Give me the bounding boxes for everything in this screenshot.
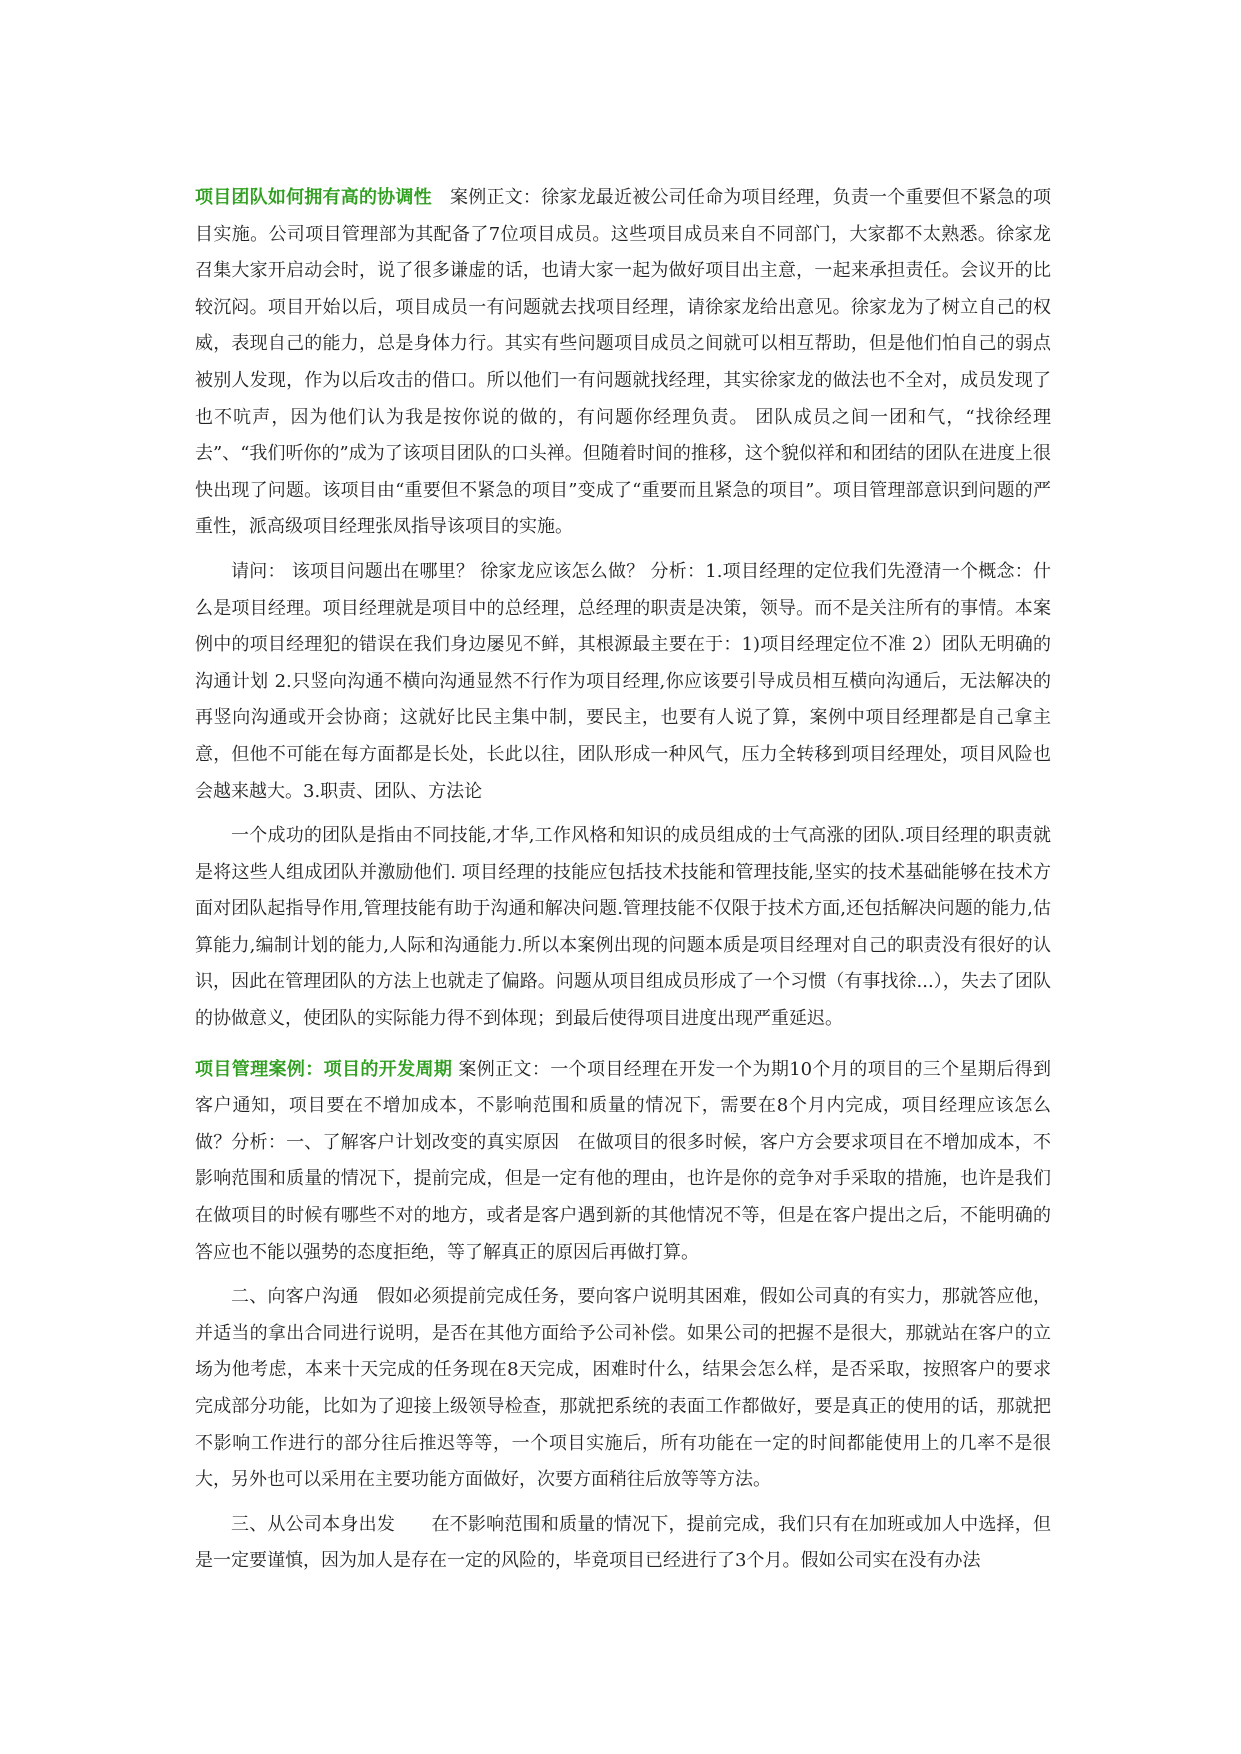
section-1-paragraph-2: 请问： 该项目问题出在哪里？ 徐家龙应该怎么做？ 分析：1.项目经理的定位我们先澄清一个概念：什么是项目经理。项目经理就是项目中的总经理，总经理的职责是决策，领导。而不是关注所有的事情。本案例中的项目经理犯的错误在我们身边屡见不鲜，其根源最主要在于：1)项目经理定位不准 2）团队无明确的沟通计划 2.只竖向沟通不横向沟通显然不行作为项目经理,你应该要引导成员相互横向沟通后，无法解决的再竖向沟通或开会协商；这就好比民主集中制，要民主，也要有人说了算，案例中项目经理都是自己拿主意，但他不可能在每方面都是长处，长此以往，团队形成一种风气，压力全转移到项目经理处，项目风险也会越来越大。3.职责、团队、方法论 [195, 560, 1051, 802]
section-1-paragraph-1-text: 案例正文：徐家龙最近被公司任命为项目经理，负责一个重要但不紧急的项目实施。公司项目管理部为其配备了7位项目成员。这些项目成员来自不同部门，大家都不太熟悉。徐家龙召集大家开启动会时，说了很多谦虚的话，也请大家一起为做好项目出主意，一起来承担责任。会议开的比较沉闷。项目开始以后，项目成员一有问题就去找项目经理，请徐家龙给出意见。徐家龙为了树立自己的权威，表现自己的能力，总是身体力行。其实有些问题项目成员之间就可以相互帮助，但是他们怕自己的弱点被别人发现，作为以后攻击的借口。所以他们一有问题就找经理，其实徐家龙的做法也不全对，成员发现了也不吭声，因为他们认为我是按你说的做的，有问题你经理负责。 团队成员之间一团和气，“找徐经理去”、“我们听你的”成为了该项目团队的口头禅。但随着时间的推移，这个貌似祥和和团结的团队在进度上很快出现了问题。该项目由“重要但不紧急的项目”变成了“重要而且紧急的项目”。项目管理部意识到问题的严重性，派高级项目经理张凤指导该项目的实施。 [195, 187, 1051, 538]
section-2-paragraph-2: 二、向客户沟通 假如必须提前完成任务，要向客户说明其困难，假如公司真的有实力，那就答应他，并适当的拿出合同进行说明，是否在其他方面给予公司补偿。如果公司的把握不是很大，那就站在客户的立场为他考虑，本来十天完成的任务现在8天完成，困难时什么，结果会怎么样，是否采取，按照客户的要求完成部分功能，比如为了迎接上级领导检查，那就把系统的表面工作都做好，要是真正的使用的话，那就把不影响工作进行的部分往后推迟等等，一个项目实施后，所有功能在一定的时间都能使用上的几率不是很大，另外也可以采用在主要功能方面做好，次要方面稍往后放等等方法。 [195, 1286, 1051, 1491]
section-1-title: 项目团队如何拥有高的协调性 [195, 187, 432, 208]
section-2-paragraph-1-text: 案例正文：一个项目经理在开发一个为期10个月的项目的三个星期后得到客户通知，项目要在不增加成本，不影响范围和质量的情况下，需要在8个月内完成，项目经理应该怎么做？分析：一、了解客户计划改变的真实原因 在做项目的很多时候，客户方会要求项目在不增加成本，不影响范围和质量的情况下，提前完成，但是一定有他的理由，也许是你的竞争对手采取的措施，也许是我们在做项目的时候有哪些不对的地方，或者是客户遇到新的其他情况不等，但是在客户提出之后，不能明确的答应也不能以强势的态度拒绝，等了解真正的原因后再做打算。 [195, 1058, 1052, 1263]
section-2-title: 项目管理案例：项目的开发周期 [195, 1058, 453, 1080]
document-body [195, 180, 1051, 1588]
section-1-paragraph-3: 一个成功的团队是指由不同技能,才华,工作风格和知识的成员组成的士气高涨的团队.项目经理的职责就是将这些人组成团队并激励他们. 项目经理的技能应包括技术技能和管理技能,坚实的技术基础能够在技术方面对团队起指导作用,管理技能有助于沟通和解决问题.管理技能不仅限于技术方面,还包括解决问题的能力,估算能力,编制计划的能力,人际和沟通能力.所以本案例出现的问题本质是项目经理对自己的职责没有很好的认识，因此在管理团队的方法上也就走了偏路。问题从项目组成员形成了一个习惯（有事找徐...），失去了团队的协做意义，使团队的实际能力得不到体现；到最后使得项目进度出现严重延迟。 [195, 825, 1051, 1030]
section-1-paragraph-1 [195, 180, 1051, 546]
section-2-paragraph-3: 三、从公司本身出发 在不影响范围和质量的情况下，提前完成，我们只有在加班或加人中选择，但是一定要谨慎，因为加人是存在一定的风险的，毕竟项目已经进行了3个月。假如公司实在没有办法 [195, 1513, 1051, 1572]
section-2-paragraph-1 [195, 1052, 1051, 1272]
